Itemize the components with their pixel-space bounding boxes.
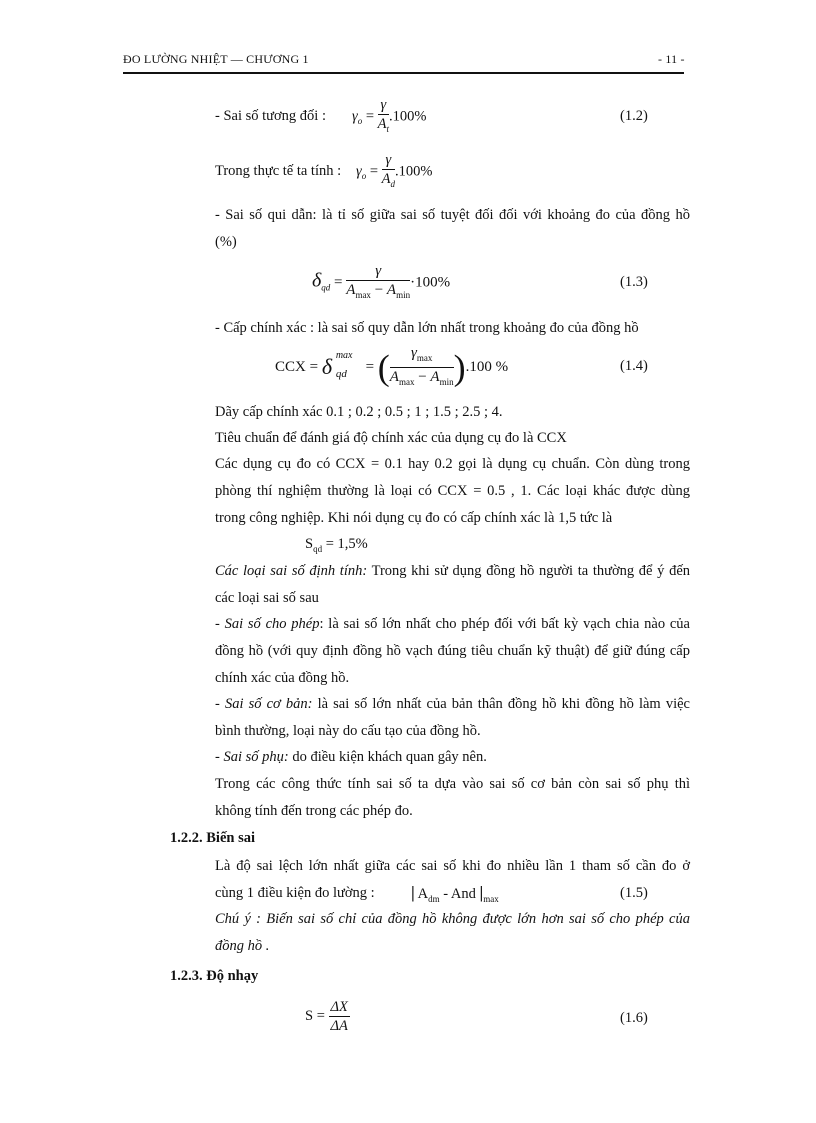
eq-1-4: CCX = δ max qd = ( $\frac{\gamma_{max}}{A_{max} - A_{min}}$ ).100 % [275, 345, 509, 388]
rel-error-label: - Sai số tương đối : [215, 108, 326, 124]
sqd-formula: $S_{qd} = 1,5\%$ [305, 536, 368, 554]
formula-note-line-1: Trong các công thức tính sai số ta dựa vào sai số cơ bản còn sai số phụ thì [215, 776, 690, 792]
eq-practice: $\gamma_o$ = $\frac{\gamma}{A_d}$ .100% [356, 152, 433, 189]
eq-number-1-5: (1.5) [620, 885, 648, 901]
accuracy-class-def: - Cấp chính xác : là sai số quy dẫn lớn nhất trong khoảng đo của đồng hồ [215, 320, 639, 336]
para1-line-3: trong công nghiệp. Khi nói dụng cụ đo có cấp chính xác là 1,5 tức là [215, 510, 613, 526]
para1-line-2: phòng thí nghiệm thường là loại có CCX = 0.5 , 1. Các loại khác được dùng [215, 483, 690, 499]
eq-number-1-3: (1.3) [620, 274, 648, 290]
ccx-series: Dãy cấp chính xác 0.1 ; 0.2 ; 0.5 ; 1 ; 1.5 ; 2.5 ; 4. [215, 404, 503, 420]
running-header-title: ĐO LƯỜNG NHIỆT — CHƯƠNG 1 [123, 52, 309, 66]
section-1-2-3-heading: 1.2.3. Độ nhạy [170, 968, 259, 984]
page-number: - 11 - [658, 52, 685, 66]
header-rule [123, 72, 684, 74]
section-1-2-2-heading: 1.2.2. Biến sai [170, 830, 255, 846]
eq-1-2: $\gamma_o$ = $\frac{\gamma}{A_t}$ .100% [352, 97, 427, 134]
formula-note-line-2: không tính đến trong các phép đo. [215, 803, 413, 819]
allowed-line-2: đồng hồ (với quy định đồng hồ vạch đúng tiêu chuẩn kỹ thuật) để giữ đúng cấp [215, 643, 690, 659]
allowed-line-3: chính xác của đồng hồ. [215, 670, 350, 686]
eq-1-6: S = $\frac{\Delta X}{\Delta A}$ [305, 999, 348, 1034]
practice-label: Trong thực tế ta tính : [215, 163, 342, 179]
aux-line: - Sai số phụ: do điều kiện khách quan gây nên. [215, 749, 487, 765]
types-line-2: các loại sai số sau [215, 590, 319, 606]
basic-line-2: bình thường, loại này do cấu tạo của đồng hồ. [215, 723, 481, 739]
allowed-line-1: - Sai số cho phép: là sai số lớn nhất cho phép đối với bất kỳ vạch chia nào của [215, 616, 690, 632]
variation-formula: | $A_{dm}$ - And $|_{max}$ [411, 883, 499, 904]
ccx-criterion: Tiêu chuẩn để đánh giá độ chính xác của dụng cụ đo là CCX [215, 430, 567, 446]
note-line-2: đồng hồ . [215, 938, 270, 954]
eq-number-1-6: (1.6) [620, 1010, 648, 1026]
types-line-1: Các loại sai số định tính: Trong khi sử dụng đồng hồ người ta thường để ý đến [215, 563, 691, 579]
variation-line-2: cùng 1 điều kiện đo lường : [215, 885, 375, 901]
note-line-1: Chú ý : Biến sai số chỉ của đồng hồ không được lớn hơn sai số cho phép của [215, 911, 690, 927]
eq-1-3: $\delta_{qd}$ = $\frac{\gamma}{A_{max} - A_{min}}$ ·100% [312, 263, 451, 300]
eq-number-1-2: (1.2) [620, 108, 648, 124]
reduced-error-line-1: - Sai số qui dẫn: là tỉ số giữa sai số tuyệt đối đối với khoảng đo của đồng hồ [215, 207, 690, 223]
reduced-error-line-2: (%) [215, 234, 237, 250]
variation-line-1: Là độ sai lệch lớn nhất giữa các sai số khi đo nhiều lần 1 tham số cần đo ở [215, 858, 690, 874]
eq-number-1-4: (1.4) [620, 358, 648, 374]
basic-line-1: - Sai số cơ bản: là sai số lớn nhất của bản thân đồng hồ khi đồng hồ làm việc [215, 696, 690, 712]
para1-line-1: Các dụng cụ đo có CCX = 0.1 hay 0.2 gọi là dụng cụ chuẩn. Còn dùng trong [215, 456, 690, 472]
